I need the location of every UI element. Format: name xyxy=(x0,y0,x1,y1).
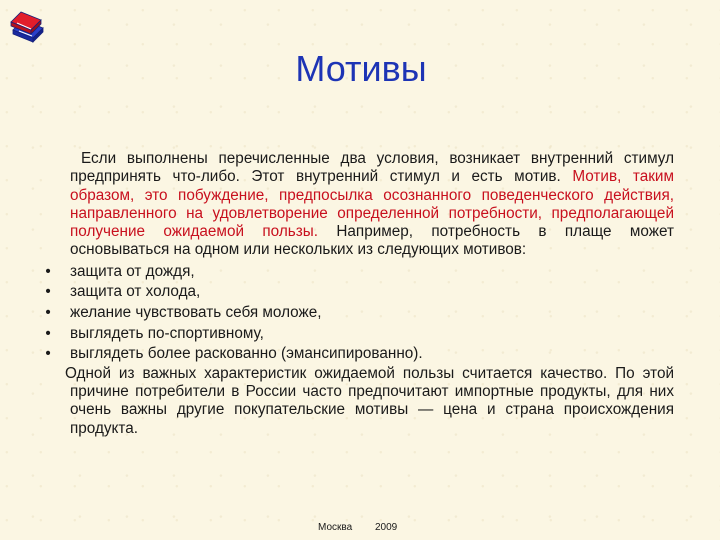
list-item: • желание чувствовать себя моложе, xyxy=(42,303,674,324)
bullet-dot: • xyxy=(45,262,51,280)
slide-title: Мотивы xyxy=(295,48,427,89)
intro-example: Например, потребность в плаще может основываться на одном или нескольких из следующих мотивов: xyxy=(70,223,674,259)
bullet-dot: • xyxy=(45,283,51,301)
intro-paragraph xyxy=(42,150,674,260)
bullet-dot: • xyxy=(45,324,51,342)
closing-paragraph: Одной из важных характеристик ожидаемой пользы считается качество. По этой причине потребители в России часто предпочитают импортные продукты, для них очень важны другие покупательские мотивы — цена и страна происхождения продукта. xyxy=(65,364,674,437)
footer-year: 2009 xyxy=(375,522,398,533)
stacked-books-icon xyxy=(7,8,47,46)
bullet-dot: • xyxy=(45,345,51,363)
motive-definition: Мотив, таким образом, это побуждение, предпосылка осознанного поведенческого действия, направленного на удовлетворение определенной потребности, предполагающей получение ожидаемой пользы. xyxy=(70,168,674,241)
list-item: • защита от холода, xyxy=(42,282,674,303)
footer-city: Москва xyxy=(318,522,353,533)
intro-lead: Если выполнены перечисленные два условия, возникает внутренний стимул предпринять что-либо. Этот внутренний стимул и есть мотив. xyxy=(70,150,674,186)
motive-list xyxy=(42,262,674,365)
list-item: • выглядеть более раскованно (эмансипированно). xyxy=(42,344,674,365)
bullet-dot: • xyxy=(45,303,51,321)
list-item: • защита от дождя, xyxy=(42,262,674,283)
slide-body xyxy=(42,150,674,438)
list-item: • выглядеть по-спортивному, xyxy=(42,324,674,345)
